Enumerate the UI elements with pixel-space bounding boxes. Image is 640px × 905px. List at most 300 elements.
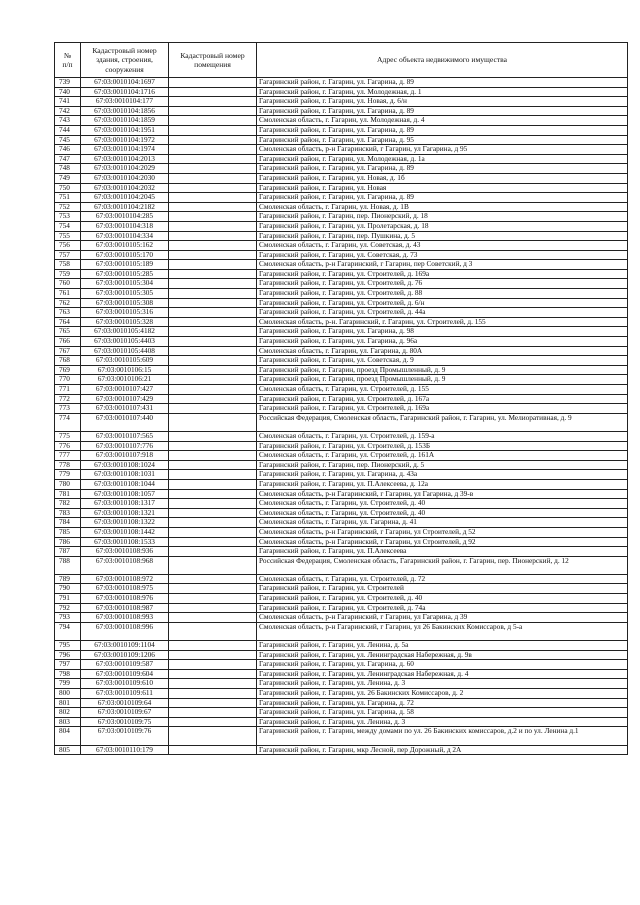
row-address: Смоленская область, г. Гагарин, ул. Новая, д. 1В bbox=[257, 202, 628, 212]
row-building-cadastral: 67:03:0010108:976 bbox=[81, 594, 169, 604]
table-row bbox=[55, 356, 628, 366]
row-building-cadastral: 67:03:0010104:2182 bbox=[81, 202, 169, 212]
row-building-cadastral: 67:03:0010105:189 bbox=[81, 260, 169, 270]
row-building-cadastral: 67:03:0010109:604 bbox=[81, 669, 169, 679]
row-number: 752 bbox=[55, 202, 81, 212]
row-address: Гагаринский район, г. Гагарин, ул. Строителей, д. 169а bbox=[257, 269, 628, 279]
row-number: 799 bbox=[55, 679, 81, 689]
row-address: Гагаринский район, г. Гагарин, ул. Советская, д. 73 bbox=[257, 250, 628, 260]
row-address: Гагаринский район, г. Гагарин, проезд Промышленный, д. 9 bbox=[257, 375, 628, 385]
table-row bbox=[55, 106, 628, 116]
table-row bbox=[55, 717, 628, 727]
row-premises-cadastral bbox=[169, 298, 257, 308]
row-number: 800 bbox=[55, 689, 81, 699]
row-address: Смоленская область, г. Гагарин, ул. Советская, д. 43 bbox=[257, 241, 628, 251]
row-address: Смоленская область, р-н Гагаринский, г Гагарин, ул Гагарина, д 95 bbox=[257, 145, 628, 155]
row-building-cadastral: 67:03:0010105:162 bbox=[81, 241, 169, 251]
row-address: Гагаринский район, г. Гагарин, ул. Гагарина, д. 58 bbox=[257, 708, 628, 718]
table-row bbox=[55, 337, 628, 347]
row-premises-cadastral bbox=[169, 221, 257, 231]
row-premises-cadastral bbox=[169, 375, 257, 385]
row-building-cadastral: 67:03:0010108:972 bbox=[81, 574, 169, 584]
row-building-cadastral: 67:03:0010107:918 bbox=[81, 451, 169, 461]
row-number: 772 bbox=[55, 394, 81, 404]
row-building-cadastral: 67:03:0010108:1057 bbox=[81, 489, 169, 499]
table-row bbox=[55, 125, 628, 135]
table-row bbox=[55, 298, 628, 308]
row-building-cadastral: 67:03:0010109:587 bbox=[81, 660, 169, 670]
row-premises-cadastral bbox=[169, 547, 257, 557]
property-table bbox=[54, 42, 628, 755]
row-address: Гагаринский район, г. Гагарин, мкр Лесной, пер Дорожный, д 2А bbox=[257, 745, 628, 755]
row-building-cadastral: 67:03:0010109:64 bbox=[81, 698, 169, 708]
row-building-cadastral: 67:03:0010104:1974 bbox=[81, 145, 169, 155]
row-number: 784 bbox=[55, 518, 81, 528]
row-building-cadastral: 67:03:0010107:427 bbox=[81, 385, 169, 395]
row-address: Гагаринский район, г. Гагарин, ул. Ленинградская Набережная, д. 4 bbox=[257, 669, 628, 679]
row-address: Гагаринский район, г. Гагарин, ул. Гагарина, д. 89 bbox=[257, 193, 628, 203]
row-number: 769 bbox=[55, 365, 81, 375]
row-number: 794 bbox=[55, 622, 81, 640]
row-address: Гагаринский район, г. Гагарин, ул. Строителей, д. 76 bbox=[257, 279, 628, 289]
row-number: 758 bbox=[55, 260, 81, 270]
row-address: Гагаринский район, г. Гагарин, ул. Гагарина, д. 89 bbox=[257, 125, 628, 135]
row-address: Гагаринский район, г. Гагарин, проезд Промышленный, д. 9 bbox=[257, 365, 628, 375]
row-building-cadastral: 67:03:0010109:611 bbox=[81, 689, 169, 699]
row-premises-cadastral bbox=[169, 97, 257, 107]
row-premises-cadastral bbox=[169, 116, 257, 126]
row-premises-cadastral bbox=[169, 669, 257, 679]
row-premises-cadastral bbox=[169, 202, 257, 212]
row-premises-cadastral bbox=[169, 78, 257, 88]
row-premises-cadastral bbox=[169, 317, 257, 327]
row-premises-cadastral bbox=[169, 689, 257, 699]
row-premises-cadastral bbox=[169, 451, 257, 461]
row-building-cadastral: 67:03:0010104:1697 bbox=[81, 78, 169, 88]
row-address: Смоленская область, р-н. Гагаринский, г. Гагарин, ул. Строителей, д. 155 bbox=[257, 317, 628, 327]
row-address: Гагаринский район, г. Гагарин, ул. Новая, д. 6/н bbox=[257, 97, 628, 107]
row-address: Гагаринский район, г. Гагарин, пер. Пионерский, д. 5 bbox=[257, 460, 628, 470]
row-premises-cadastral bbox=[169, 231, 257, 241]
row-number: 745 bbox=[55, 135, 81, 145]
table-row bbox=[55, 308, 628, 318]
row-number: 771 bbox=[55, 385, 81, 395]
table-row bbox=[55, 327, 628, 337]
table-row bbox=[55, 508, 628, 518]
row-number: 785 bbox=[55, 527, 81, 537]
row-premises-cadastral bbox=[169, 508, 257, 518]
row-premises-cadastral bbox=[169, 154, 257, 164]
row-premises-cadastral bbox=[169, 125, 257, 135]
row-address: Смоленская область, р-н Гагаринский, г Гагарин, ул Строителей, д 52 bbox=[257, 527, 628, 537]
row-address: Смоленская область, р-н Гагаринский, г Гагарин, ул 26 Бакинских Комиссаров, д 5-а bbox=[257, 622, 628, 640]
row-building-cadastral: 67:03:0010104:2013 bbox=[81, 154, 169, 164]
table-row bbox=[55, 584, 628, 594]
row-premises-cadastral bbox=[169, 145, 257, 155]
row-premises-cadastral bbox=[169, 679, 257, 689]
table-row bbox=[55, 221, 628, 231]
row-address: Гагаринский район, г. Гагарин, ул. Гагарина, д. 43а bbox=[257, 470, 628, 480]
row-premises-cadastral bbox=[169, 212, 257, 222]
row-building-cadastral: 67:03:0010108:1322 bbox=[81, 518, 169, 528]
header-address: Адрес объекта недвижимого имущества bbox=[257, 43, 628, 78]
row-number: 786 bbox=[55, 537, 81, 547]
row-premises-cadastral bbox=[169, 87, 257, 97]
row-number: 760 bbox=[55, 279, 81, 289]
row-number: 792 bbox=[55, 603, 81, 613]
row-address: Гагаринский район, г. Гагарин, ул. Гагарина, д. 89 bbox=[257, 106, 628, 116]
row-premises-cadastral bbox=[169, 289, 257, 299]
row-premises-cadastral bbox=[169, 394, 257, 404]
row-premises-cadastral bbox=[169, 479, 257, 489]
row-address: Гагаринский район, г. Гагарин, ул. Ленина, д. 3 bbox=[257, 717, 628, 727]
row-premises-cadastral bbox=[169, 574, 257, 584]
table-row bbox=[55, 193, 628, 203]
table-row bbox=[55, 241, 628, 251]
row-address: Гагаринский район, г. Гагарин, ул. Строителей, д. 6/н bbox=[257, 298, 628, 308]
row-building-cadastral: 67:03:0010104:1972 bbox=[81, 135, 169, 145]
table-row bbox=[55, 460, 628, 470]
row-number: 767 bbox=[55, 346, 81, 356]
row-building-cadastral: 67:03:0010105:4408 bbox=[81, 346, 169, 356]
table-row bbox=[55, 441, 628, 451]
row-number: 762 bbox=[55, 298, 81, 308]
row-address: Смоленская область, г. Гагарин, ул. Строителей, д. 40 bbox=[257, 499, 628, 509]
row-premises-cadastral bbox=[169, 537, 257, 547]
row-number: 751 bbox=[55, 193, 81, 203]
row-number: 797 bbox=[55, 660, 81, 670]
table-row bbox=[55, 173, 628, 183]
header-number-line1: № п/п bbox=[62, 50, 73, 69]
row-building-cadastral: 67:03:0010109:67 bbox=[81, 708, 169, 718]
row-building-cadastral: 67:03:0010108:1024 bbox=[81, 460, 169, 470]
row-building-cadastral: 67:03:0010107:431 bbox=[81, 404, 169, 414]
row-premises-cadastral bbox=[169, 365, 257, 375]
table-row bbox=[55, 679, 628, 689]
row-building-cadastral: 67:03:0010107:429 bbox=[81, 394, 169, 404]
table-row bbox=[55, 499, 628, 509]
row-premises-cadastral bbox=[169, 356, 257, 366]
row-building-cadastral: 67:03:0010108:987 bbox=[81, 603, 169, 613]
row-premises-cadastral bbox=[169, 489, 257, 499]
row-address: Гагаринский район, г. Гагарин, ул. Гагарина, д. 98 bbox=[257, 327, 628, 337]
row-building-cadastral: 67:03:0010105:4182 bbox=[81, 327, 169, 337]
row-address: Смоленская область, г. Гагарин, ул. Строителей, д. 155 bbox=[257, 385, 628, 395]
table-row bbox=[55, 451, 628, 461]
table-row bbox=[55, 231, 628, 241]
row-address: Смоленская область, г. Гагарин, ул. Гагарина, д. 41 bbox=[257, 518, 628, 528]
row-number: 801 bbox=[55, 698, 81, 708]
row-building-cadastral: 67:03:0010106:21 bbox=[81, 375, 169, 385]
row-premises-cadastral bbox=[169, 594, 257, 604]
row-premises-cadastral bbox=[169, 269, 257, 279]
table-row bbox=[55, 489, 628, 499]
row-premises-cadastral bbox=[169, 279, 257, 289]
row-building-cadastral: 67:03:0010110:179 bbox=[81, 745, 169, 755]
row-number: 770 bbox=[55, 375, 81, 385]
row-number: 747 bbox=[55, 154, 81, 164]
row-number: 759 bbox=[55, 269, 81, 279]
row-number: 768 bbox=[55, 356, 81, 366]
row-building-cadastral: 67:03:0010109:610 bbox=[81, 679, 169, 689]
row-number: 748 bbox=[55, 164, 81, 174]
row-address: Гагаринский район, г. Гагарин, ул. Строителей bbox=[257, 584, 628, 594]
row-address: Смоленская область, р-н Гагаринский, г Гагарин, ул Гагарина, д 39 bbox=[257, 613, 628, 623]
row-address: Гагаринский район, г. Гагарин, ул. Советская, д. 9 bbox=[257, 356, 628, 366]
row-address: Российская Федерация, Смоленская область, Гагаринский район, г. Гагарин, ул. Мелиоративная, д. 9 bbox=[257, 413, 628, 431]
table-row bbox=[55, 317, 628, 327]
table-row bbox=[55, 518, 628, 528]
row-number: 756 bbox=[55, 241, 81, 251]
row-building-cadastral: 67:03:0010104:318 bbox=[81, 221, 169, 231]
row-building-cadastral: 67:03:0010104:285 bbox=[81, 212, 169, 222]
table-row bbox=[55, 78, 628, 88]
row-address: Гагаринский район, г. Гагарин, пер. Пионерский, д. 18 bbox=[257, 212, 628, 222]
row-number: 744 bbox=[55, 125, 81, 135]
table-row bbox=[55, 479, 628, 489]
row-premises-cadastral bbox=[169, 698, 257, 708]
table-row bbox=[55, 641, 628, 651]
row-building-cadastral: 67:03:0010104:334 bbox=[81, 231, 169, 241]
table-row bbox=[55, 269, 628, 279]
table-row bbox=[55, 689, 628, 699]
row-number: 764 bbox=[55, 317, 81, 327]
row-number: 742 bbox=[55, 106, 81, 116]
row-number: 779 bbox=[55, 470, 81, 480]
row-number: 805 bbox=[55, 745, 81, 755]
row-address: Смоленская область, г. Гагарин, ул. Строителей, д. 161А bbox=[257, 451, 628, 461]
row-number: 798 bbox=[55, 669, 81, 679]
row-address: Гагаринский район, г. Гагарин, ул. Строителей, д. 40 bbox=[257, 594, 628, 604]
row-building-cadastral: 67:03:0010104:2029 bbox=[81, 164, 169, 174]
row-building-cadastral: 67:03:0010108:1533 bbox=[81, 537, 169, 547]
table-row bbox=[55, 556, 628, 574]
table-row bbox=[55, 547, 628, 557]
table-row bbox=[55, 145, 628, 155]
row-building-cadastral: 67:03:0010105:328 bbox=[81, 317, 169, 327]
table-row bbox=[55, 537, 628, 547]
row-premises-cadastral bbox=[169, 173, 257, 183]
row-number: 804 bbox=[55, 727, 81, 745]
table-row bbox=[55, 413, 628, 431]
row-address: Гагаринский район, г. Гагарин, ул. Строителей, д. 44а bbox=[257, 308, 628, 318]
row-premises-cadastral bbox=[169, 183, 257, 193]
row-premises-cadastral bbox=[169, 641, 257, 651]
row-address: Смоленская область, г. Гагарин, ул. Молодежная, д. 4 bbox=[257, 116, 628, 126]
table-row bbox=[55, 708, 628, 718]
row-address: Российская Федерация, Смоленская область, Гагаринский район, г. Гагарин, пер. Пионерский, д. 12 bbox=[257, 556, 628, 574]
table-header-row bbox=[55, 43, 628, 78]
row-address: Гагаринский район, г. Гагарин, ул. Гагарина, д. 60 bbox=[257, 660, 628, 670]
table-row bbox=[55, 260, 628, 270]
row-building-cadastral: 67:03:0010108:1321 bbox=[81, 508, 169, 518]
row-premises-cadastral bbox=[169, 708, 257, 718]
row-premises-cadastral bbox=[169, 660, 257, 670]
row-address: Смоленская область, р-н Гагаринский, г Гагарин, ул Строителей, д 92 bbox=[257, 537, 628, 547]
row-number: 749 bbox=[55, 173, 81, 183]
row-number: 739 bbox=[55, 78, 81, 88]
row-address: Гагаринский район, г. Гагарин, ул. П.Алексеева bbox=[257, 547, 628, 557]
table-row bbox=[55, 394, 628, 404]
table-row bbox=[55, 622, 628, 640]
row-premises-cadastral bbox=[169, 727, 257, 745]
row-premises-cadastral bbox=[169, 499, 257, 509]
table-row bbox=[55, 594, 628, 604]
row-building-cadastral: 67:03:0010108:936 bbox=[81, 547, 169, 557]
row-premises-cadastral bbox=[169, 584, 257, 594]
row-number: 775 bbox=[55, 431, 81, 441]
row-number: 763 bbox=[55, 308, 81, 318]
row-number: 783 bbox=[55, 508, 81, 518]
row-building-cadastral: 67:03:0010104:1856 bbox=[81, 106, 169, 116]
row-building-cadastral: 67:03:0010105:609 bbox=[81, 356, 169, 366]
row-premises-cadastral bbox=[169, 470, 257, 480]
header-premises-cadastral: Кадастровый номер помещения bbox=[169, 43, 257, 78]
row-building-cadastral: 67:03:0010109:76 bbox=[81, 727, 169, 745]
table-row bbox=[55, 375, 628, 385]
table-row bbox=[55, 154, 628, 164]
row-number: 777 bbox=[55, 451, 81, 461]
row-number: 754 bbox=[55, 221, 81, 231]
header-number bbox=[55, 43, 81, 78]
row-premises-cadastral bbox=[169, 404, 257, 414]
row-address: Гагаринский район, г. Гагарин, ул. Ленина, д. 3 bbox=[257, 679, 628, 689]
row-building-cadastral: 67:03:0010104:177 bbox=[81, 97, 169, 107]
row-number: 796 bbox=[55, 650, 81, 660]
table-row bbox=[55, 527, 628, 537]
row-building-cadastral: 67:03:0010104:1716 bbox=[81, 87, 169, 97]
row-building-cadastral: 67:03:0010105:170 bbox=[81, 250, 169, 260]
table-row bbox=[55, 116, 628, 126]
row-building-cadastral: 67:03:0010108:975 bbox=[81, 584, 169, 594]
row-premises-cadastral bbox=[169, 413, 257, 431]
row-premises-cadastral bbox=[169, 613, 257, 623]
row-number: 782 bbox=[55, 499, 81, 509]
row-number: 795 bbox=[55, 641, 81, 651]
row-address: Гагаринский район, г. Гагарин, ул. Новая, д. 1б bbox=[257, 173, 628, 183]
table-row bbox=[55, 97, 628, 107]
row-number: 803 bbox=[55, 717, 81, 727]
table-row bbox=[55, 603, 628, 613]
table-row bbox=[55, 279, 628, 289]
row-premises-cadastral bbox=[169, 106, 257, 116]
row-building-cadastral: 67:03:0010104:1951 bbox=[81, 125, 169, 135]
row-number: 791 bbox=[55, 594, 81, 604]
row-building-cadastral: 67:03:0010105:316 bbox=[81, 308, 169, 318]
row-building-cadastral: 67:03:0010109:75 bbox=[81, 717, 169, 727]
row-premises-cadastral bbox=[169, 241, 257, 251]
row-number: 753 bbox=[55, 212, 81, 222]
row-address: Гагаринский район, г. Гагарин, ул. Гагарина, д. 96а bbox=[257, 337, 628, 347]
table-row bbox=[55, 431, 628, 441]
header-building-cadastral: Кадастровый номер здания, строения, сооружения bbox=[81, 43, 169, 78]
row-address: Гагаринский район, г. Гагарин, ул. Новая bbox=[257, 183, 628, 193]
table-row bbox=[55, 289, 628, 299]
row-building-cadastral: 67:03:0010107:440 bbox=[81, 413, 169, 431]
row-premises-cadastral bbox=[169, 135, 257, 145]
row-building-cadastral: 67:03:0010104:2045 bbox=[81, 193, 169, 203]
row-premises-cadastral bbox=[169, 346, 257, 356]
row-building-cadastral: 67:03:0010108:1044 bbox=[81, 479, 169, 489]
row-number: 743 bbox=[55, 116, 81, 126]
row-building-cadastral: 67:03:0010105:305 bbox=[81, 289, 169, 299]
row-address: Гагаринский район, г. Гагарин, ул. П.Алексеева, д. 12а bbox=[257, 479, 628, 489]
table-body bbox=[55, 78, 628, 755]
table-row bbox=[55, 212, 628, 222]
row-premises-cadastral bbox=[169, 164, 257, 174]
row-number: 790 bbox=[55, 584, 81, 594]
row-premises-cadastral bbox=[169, 556, 257, 574]
table-row bbox=[55, 164, 628, 174]
table-row bbox=[55, 613, 628, 623]
row-premises-cadastral bbox=[169, 745, 257, 755]
row-building-cadastral: 67:03:0010107:776 bbox=[81, 441, 169, 451]
table-row bbox=[55, 650, 628, 660]
row-building-cadastral: 67:03:0010105:304 bbox=[81, 279, 169, 289]
row-building-cadastral: 67:03:0010104:2032 bbox=[81, 183, 169, 193]
table-row bbox=[55, 346, 628, 356]
row-address: Смоленская область, г. Гагарин, ул. Строителей, д. 159-а bbox=[257, 431, 628, 441]
row-building-cadastral: 67:03:0010105:4403 bbox=[81, 337, 169, 347]
table-row bbox=[55, 727, 628, 745]
table-row bbox=[55, 470, 628, 480]
row-premises-cadastral bbox=[169, 527, 257, 537]
row-number: 740 bbox=[55, 87, 81, 97]
row-number: 750 bbox=[55, 183, 81, 193]
row-number: 765 bbox=[55, 327, 81, 337]
row-building-cadastral: 67:03:0010106:15 bbox=[81, 365, 169, 375]
row-premises-cadastral bbox=[169, 260, 257, 270]
row-number: 788 bbox=[55, 556, 81, 574]
row-premises-cadastral bbox=[169, 327, 257, 337]
row-building-cadastral: 67:03:0010105:285 bbox=[81, 269, 169, 279]
row-address: Смоленская область, г. Гагарин, ул. Строителей, д. 40 bbox=[257, 508, 628, 518]
row-premises-cadastral bbox=[169, 460, 257, 470]
row-number: 802 bbox=[55, 708, 81, 718]
table-row bbox=[55, 404, 628, 414]
row-address: Гагаринский район, г. Гагарин, пер. Пушкина, д. 5 bbox=[257, 231, 628, 241]
row-number: 741 bbox=[55, 97, 81, 107]
table-row bbox=[55, 574, 628, 584]
row-building-cadastral: 67:03:0010108:968 bbox=[81, 556, 169, 574]
row-address: Гагаринский район, г. Гагарин, ул. Пролетарская, д. 18 bbox=[257, 221, 628, 231]
table-row bbox=[55, 183, 628, 193]
row-number: 755 bbox=[55, 231, 81, 241]
table-row bbox=[55, 250, 628, 260]
row-building-cadastral: 67:03:0010109:1104 bbox=[81, 641, 169, 651]
row-address: Гагаринский район, г. Гагарин, ул. Строителей, д. 153Б bbox=[257, 441, 628, 451]
table-row bbox=[55, 87, 628, 97]
row-address: Смоленская область, г. Гагарин, ул. Гагарина, д. 80А bbox=[257, 346, 628, 356]
row-number: 746 bbox=[55, 145, 81, 155]
table-row bbox=[55, 669, 628, 679]
row-address: Гагаринский район, г. Гагарин, ул. Гагарина, д. 95 bbox=[257, 135, 628, 145]
table-row bbox=[55, 698, 628, 708]
row-building-cadastral: 67:03:0010108:1317 bbox=[81, 499, 169, 509]
row-building-cadastral: 67:03:0010105:308 bbox=[81, 298, 169, 308]
row-number: 773 bbox=[55, 404, 81, 414]
row-address: Смоленская область, г. Гагарин, ул. Строителей, д. 72 bbox=[257, 574, 628, 584]
row-building-cadastral: 67:03:0010104:2030 bbox=[81, 173, 169, 183]
row-address: Гагаринский район, г. Гагарин, ул. Гагарина, д. 89 bbox=[257, 78, 628, 88]
table-row bbox=[55, 660, 628, 670]
row-premises-cadastral bbox=[169, 622, 257, 640]
row-address: Гагаринский район, г. Гагарин, ул. Ленинградская Набережная, д. 9в bbox=[257, 650, 628, 660]
table-row bbox=[55, 135, 628, 145]
row-building-cadastral: 67:03:0010108:1031 bbox=[81, 470, 169, 480]
row-address: Гагаринский район, г. Гагарин, ул. Ленина, д. 5а bbox=[257, 641, 628, 651]
row-premises-cadastral bbox=[169, 385, 257, 395]
